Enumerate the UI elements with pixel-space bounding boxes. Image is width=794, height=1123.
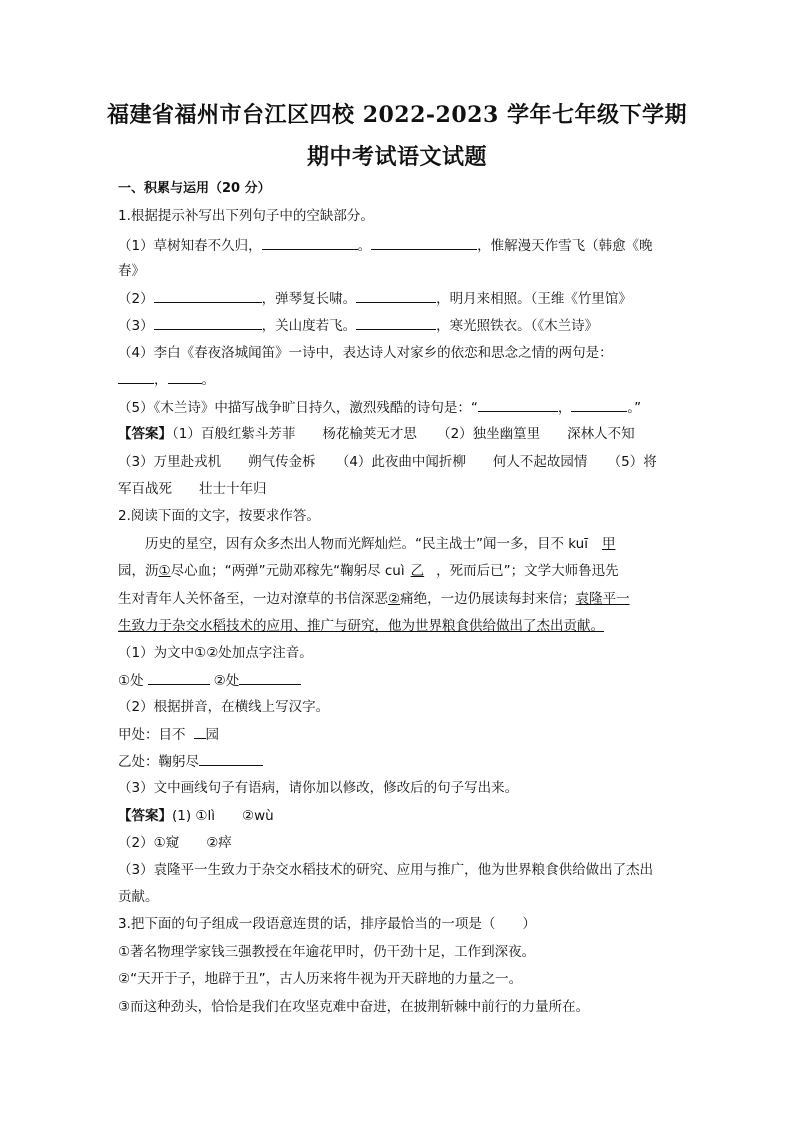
q2-answer-text1: (1) ①lì ②wù <box>172 808 274 824</box>
q3-sentence-1: ①著名物理学家钱三强教授在年逾花甲时，仍干劲十足，工作到深夜。 <box>118 944 536 960</box>
underlined-sentence-start: 袁隆平一 <box>575 591 630 607</box>
q1-item5-text-a: （5）《木兰诗》中描写战争旷日持久，激烈残酷的诗句是：“ <box>118 400 478 416</box>
q2-stem: 2.阅读下面的文字，按要求作答。 <box>118 508 320 524</box>
answer-blank[interactable] <box>199 752 263 766</box>
marker-2: ② <box>388 591 401 607</box>
answer-blank[interactable] <box>194 725 206 739</box>
q2-passage-text3a: 生对青年人关怀备至，一边对潦草的书信深恶 <box>118 591 388 607</box>
q2-answer-line1 <box>118 807 678 825</box>
marker-1: ① <box>158 563 171 579</box>
q1-item2 <box>118 289 678 308</box>
answer-blank[interactable] <box>154 289 262 303</box>
q2-sub2: （2）根据拼音，在横线上写汉字。 <box>118 699 330 715</box>
q2-sub1: （1）为文中①②处加点字注音。 <box>118 645 313 661</box>
q1-item3-text-c: ，寒光照铁衣。（《木兰诗》 <box>436 318 599 334</box>
q1-item2-text-b: ，弹琴复长啸。 <box>261 291 357 307</box>
q2-passage-line1 <box>118 535 678 553</box>
q2-passage-text2c: ，死而后已”；文学大师鲁迅先 <box>436 563 619 579</box>
q3-sentence-3: ③而这种劲头，恰恰是我们在攻坚克难中奋进，在披荆斩棘中前行的力量所在。 <box>118 999 590 1015</box>
answer-blank[interactable] <box>356 316 436 330</box>
answer-blank[interactable] <box>168 370 202 384</box>
q1-answer-line2: （3）万里赴戎机 朔气传金柝 （4）此夜曲中闻折柳 何人不起故园情 （5）将 <box>118 454 657 470</box>
q1-item4-blanks <box>118 370 678 389</box>
answer-blank[interactable] <box>356 289 436 303</box>
blank-marker-jia: 甲 <box>602 536 616 552</box>
q2-sub1-label-a: ①处 <box>118 673 144 689</box>
answer-blank[interactable] <box>571 398 627 412</box>
page-title-line2: 期中考试语文试题 <box>306 144 487 170</box>
q1-item3 <box>118 316 678 335</box>
q2-passage-line2 <box>118 562 678 580</box>
answer-blank[interactable] <box>118 370 154 384</box>
q2-passage-text1: 历史的星空，因有众多杰出人物而光辉灿烂。“民主战士”闻一多，目不 kuī <box>118 536 588 552</box>
q3-sentence-2: ②“天开于子，地辟于丑”，古人历来将牛视为开天辟地的力量之一。 <box>118 971 523 987</box>
q1-answer-text1: （1）百般红紫斗芳菲 杨花榆荚无才思 （2）独坐幽篁里 深林人不知 <box>172 426 635 442</box>
page-title-line1: 福建省福州市台江区四校 2022-2023 学年七年级下学期 <box>107 102 687 128</box>
answer-blank[interactable] <box>478 398 558 412</box>
q2-sub1-blanks <box>118 671 678 690</box>
q1-item4-period: 。 <box>201 372 215 388</box>
q2-sub3: （3）文中画线句子有语病，请你加以修改，修改后的句子写出来。 <box>118 780 519 796</box>
answer-blank[interactable] <box>371 236 477 250</box>
q1-item3-text-a: （3） <box>118 318 154 334</box>
answer-blank[interactable] <box>239 671 301 685</box>
q2-answer-line4: 贡献。 <box>118 889 159 905</box>
q1-item2-text-c: ，明月来相照。（王维《竹里馆》 <box>436 291 632 307</box>
q1-item1-cont: 春》 <box>118 263 145 279</box>
q2-passage-text2b: 尽心血；“两弹”元勋邓稼先“鞠躬尽 cuì <box>170 563 405 579</box>
q3-stem: 3.把下面的句子组成一段语意连贯的话，排序最恰当的一项是（ ） <box>118 916 536 932</box>
q2-sub2-jia-label: 甲处：目不 <box>118 727 186 743</box>
q1-item4: （4）李白《春夜洛城闻笛》一诗中，表达诗人对家乡的依恋和思念之情的两句是： <box>118 345 613 361</box>
answer-blank[interactable] <box>262 236 358 250</box>
section-heading: 一、积累与运用（20 分） <box>118 181 271 196</box>
answer-tag: 【答案】 <box>118 426 172 442</box>
q1-item5 <box>118 398 678 417</box>
q1-answer-line1 <box>118 425 678 443</box>
q2-sub1-label-b: ②处 <box>213 673 240 689</box>
q1-item5-text-c: 。” <box>627 400 642 416</box>
q1-item1-text-c: ，惟解漫天作雪飞（韩愈《晚 <box>477 238 653 254</box>
q2-sub2-yi <box>118 752 678 771</box>
q1-stem: 1.根据提示补写出下列句子中的空缺部分。 <box>118 208 374 224</box>
underlined-sentence: 生致力于杂交水稻技术的应用、推广与研究，他为世界粮食供给做出了杰出贡献。 <box>118 618 604 634</box>
q2-answer-line2: （2）①窥 ②瘁 <box>118 835 232 851</box>
q2-sub2-yi-label: 乙处：鞠躬尽 <box>118 754 199 770</box>
q1-item1-text-a: （1）草树知春不久归， <box>118 238 262 254</box>
blank-marker-yi: 乙 <box>410 563 425 579</box>
q2-passage-text2a: 园，沥 <box>118 563 159 579</box>
q1-item4-comma: ， <box>154 372 168 388</box>
q2-passage-text3b: 痛绝，一边仍展读每封来信； <box>400 591 576 607</box>
q2-passage-line3 <box>118 590 678 608</box>
q1-item5-text-b: ， <box>557 400 572 416</box>
q1-item1 <box>118 236 678 255</box>
answer-blank[interactable] <box>154 316 262 330</box>
q1-item1-text-b: 。 <box>357 238 372 254</box>
q1-answer-line3: 军百战死 壮士十年归 <box>118 481 267 497</box>
q2-answer-line3: （3）袁隆平一生致力于杂交水稻技术的研究、应用与推广，他为世界粮食供给做出了杰出 <box>118 862 654 878</box>
q1-item2-text-a: （2） <box>118 291 154 307</box>
answer-tag: 【答案】 <box>118 808 172 824</box>
answer-blank[interactable] <box>148 671 210 685</box>
q2-sub2-jia-tail: 园 <box>205 727 219 743</box>
q1-item3-text-b: ，关山度若飞。 <box>261 318 357 334</box>
q2-sub2-jia <box>118 725 678 744</box>
